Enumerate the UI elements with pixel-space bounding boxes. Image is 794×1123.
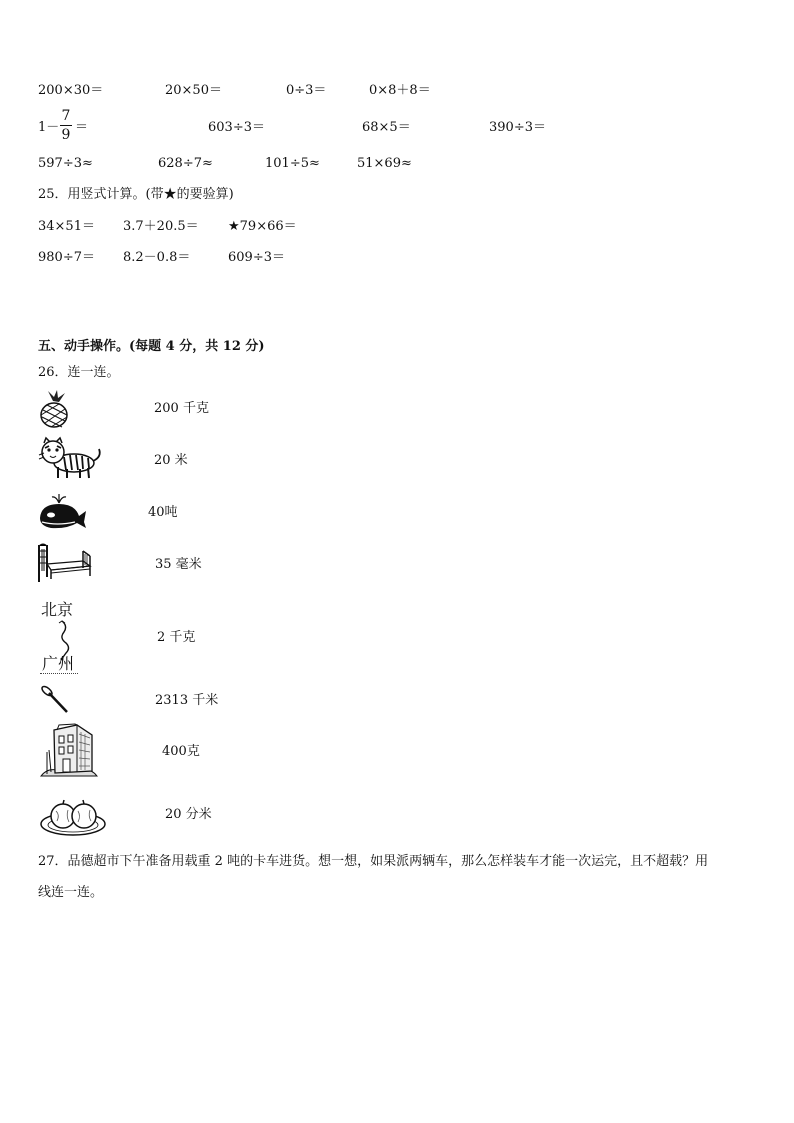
match-label: 400克 [162,744,200,759]
calc-item: 597÷3≈ [38,156,93,171]
calc-item: 51×69≈ [357,156,412,171]
map-baseline [40,673,78,674]
match-label: 35 毫米 [155,557,202,572]
whale-icon [37,492,87,530]
question-27-line1: 27．品德超市下午准备用载重 2 吨的卡车进货。想一想，如果派两辆车，那么怎样装车才能一次运完，且不超载？用 [38,854,709,869]
calc-item: 390÷3＝ [489,120,546,135]
calc-item: ★79×66＝ [228,219,297,234]
question-27-line2: 线连一连。 [38,885,104,900]
bed-icon [37,541,93,583]
match-label: 20 米 [154,453,188,468]
calc-item: 34×51＝ [38,219,95,234]
section-5-title: 五、动手操作。(每题 4 分，共 12 分) [38,339,265,354]
question-26-title: 26．连一连。 [38,365,120,380]
match-label: 200 千克 [154,401,209,416]
calc-item: 0÷3＝ [286,83,327,98]
fraction [60,108,72,143]
nail-icon [39,686,69,714]
calc-item: 20×50＝ [165,83,222,98]
fraction-equals: ＝ [75,120,89,135]
calc-item: 3.7＋20.5＝ [123,219,199,234]
match-label: 2313 千米 [155,693,219,708]
calc-item: 980÷7＝ [38,250,95,265]
tiger-icon [36,437,102,479]
calc-item: 0×8＋8＝ [369,83,431,98]
calc-item: 628÷7≈ [158,156,213,171]
calc-item: 603÷3＝ [208,120,265,135]
building-icon [39,722,99,778]
calc-item: 8.2－0.8＝ [123,250,191,265]
calc-item: 68×5＝ [362,120,411,135]
fraction-denominator: 9 [61,127,71,143]
match-label: 20 分米 [165,807,212,822]
pineapple-icon [37,390,71,428]
calc-item: 200×30＝ [38,83,104,98]
calc-item: 101÷5≈ [265,156,320,171]
calc-item: 609÷3＝ [228,250,285,265]
fruit-plate-icon [38,797,108,837]
map-label-beijing: 北京 [41,600,74,619]
match-label: 40吨 [148,505,178,520]
map-label-guangzhou: 广州 [42,654,75,673]
fraction-whole: 1－ [38,120,60,135]
match-label: 2 千克 [157,630,196,645]
fraction-bar [60,125,72,126]
question-25-title: 25．用竖式计算。(带★的要验算) [38,187,234,202]
fraction-numerator: 7 [61,108,71,124]
